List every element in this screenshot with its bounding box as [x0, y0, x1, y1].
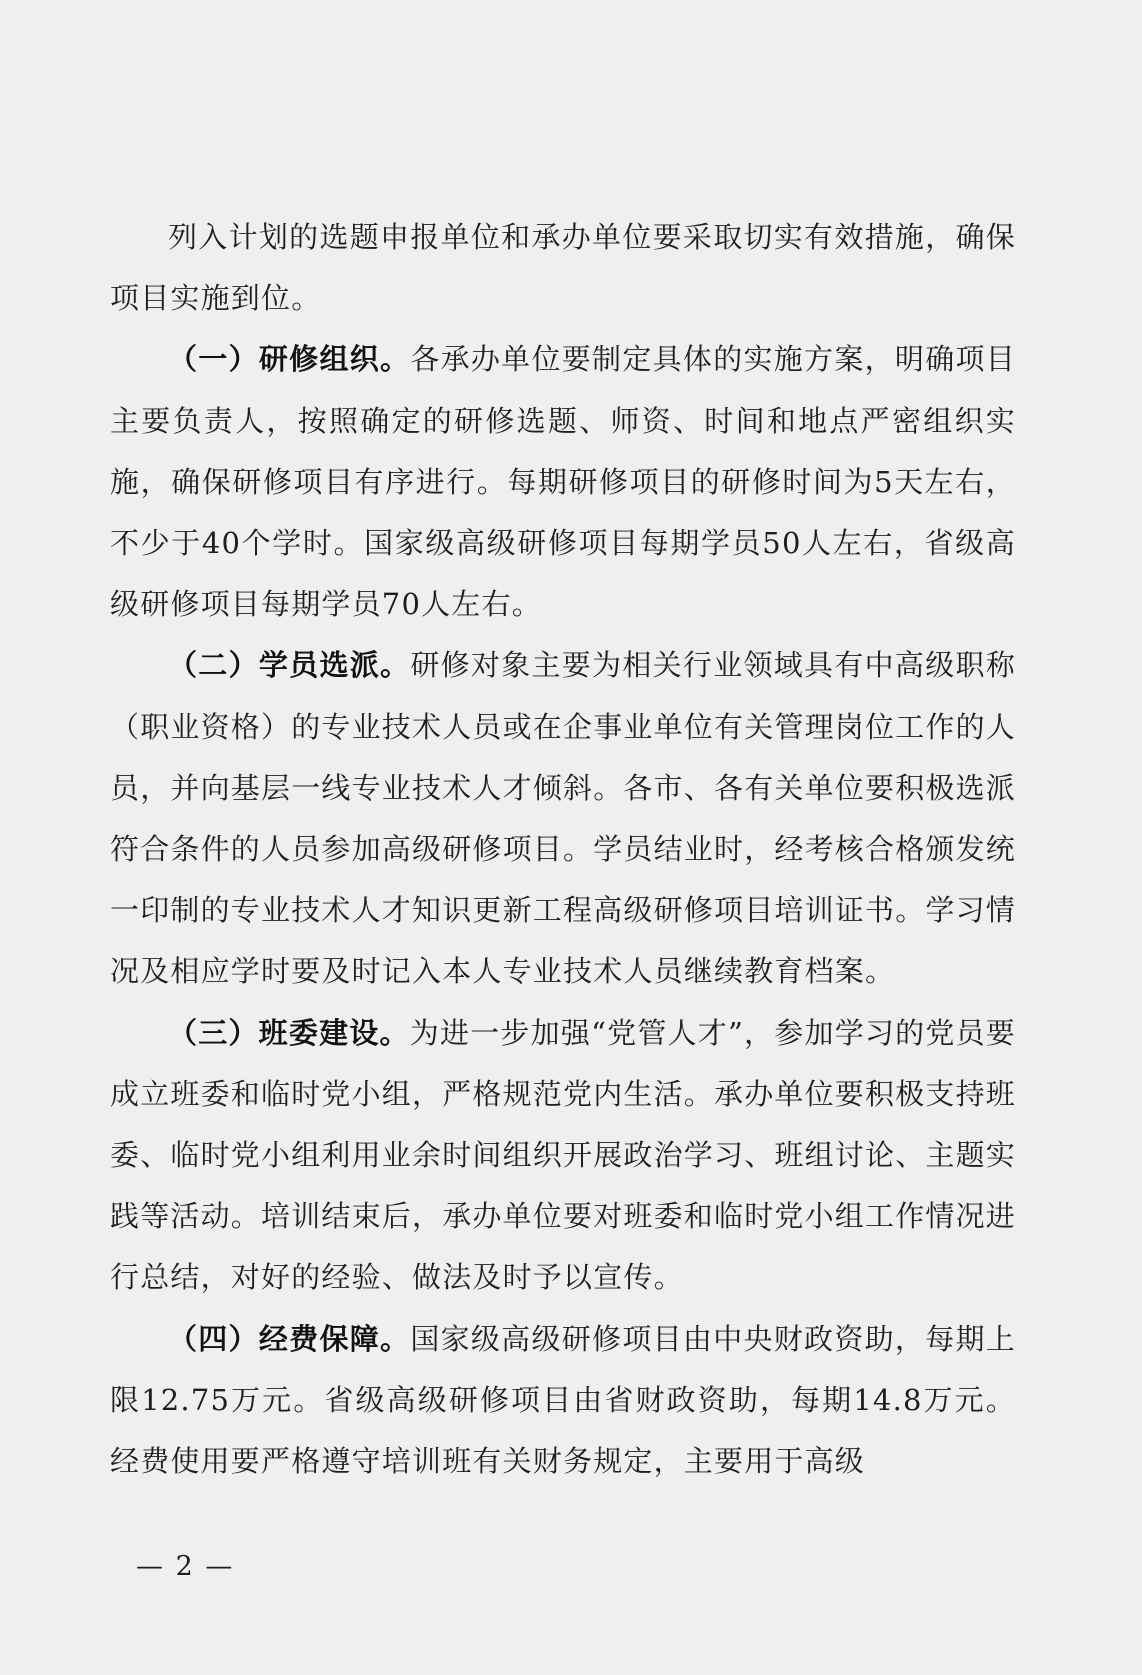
paragraph-class-committee-text: 为进一步加强“党管人才”，参加学习的党员要成立班委和临时党小组，严格规范党内生活。承办单位要积极支持班委、临时党小组利用业余时间组织开展政治学习、班组讨论、主题实践等活动。培训结束后，承办单位要对班委和临时党小组工作情况进行总结，对好的经验、做法及时予以宣传。: [110, 1015, 1017, 1295]
page-number: — 2 —: [136, 1551, 235, 1582]
body-text: [110, 207, 1016, 1492]
paragraph-training-organization: [110, 329, 1016, 635]
paragraph-funding-text: 国家级高级研修项目由中央财政资助，每期上限12.75万元。省级高级研修项目由省财政资助，每期14.8万元。经费使用要严格遵守培训班有关财务规定，主要用于高级: [110, 1321, 1016, 1479]
paragraph-trainee-selection: [110, 635, 1016, 1002]
section-heading-class-committee: （三）班委建设。: [168, 1015, 410, 1050]
section-heading-funding: （四）经费保障。: [168, 1321, 411, 1356]
paragraph-funding: [110, 1309, 1016, 1493]
paragraph-intro: [110, 207, 1016, 329]
paragraph-intro-text: 列入计划的选题申报单位和承办单位要采取切实有效措施，确保项目实施到位。: [110, 220, 1016, 316]
paragraph-training-organization-text: 各承办单位要制定具体的实施方案，明确项目主要负责人，按照确定的研修选题、师资、时间和地点严密组织实施，确保研修项目有序进行。每期研修项目的研修时间为5天左右，不少于40个学时。国家级高级研修项目每期学员50人左右，省级高级研修项目每期学员70人左右。: [110, 342, 1016, 622]
paragraph-class-committee: [110, 1003, 1016, 1309]
section-heading-training-organization: （一）研修组织。: [168, 342, 411, 377]
section-heading-trainee-selection: （二）学员选派。: [168, 648, 411, 683]
paragraph-trainee-selection-text: 研修对象主要为相关行业领域具有中高级职称（职业资格）的专业技术人员或在企事业单位有关管理岗位工作的人员，并向基层一线专业技术人才倾斜。各市、各有关单位要积极选派符合条件的人员参加高级研修项目。学员结业时，经考核合格颁发统一印制的专业技术人才知识更新工程高级研修项目培训证书。学习情况及相应学时要及时记入本人专业技术人员继续教育档案。: [110, 648, 1017, 989]
